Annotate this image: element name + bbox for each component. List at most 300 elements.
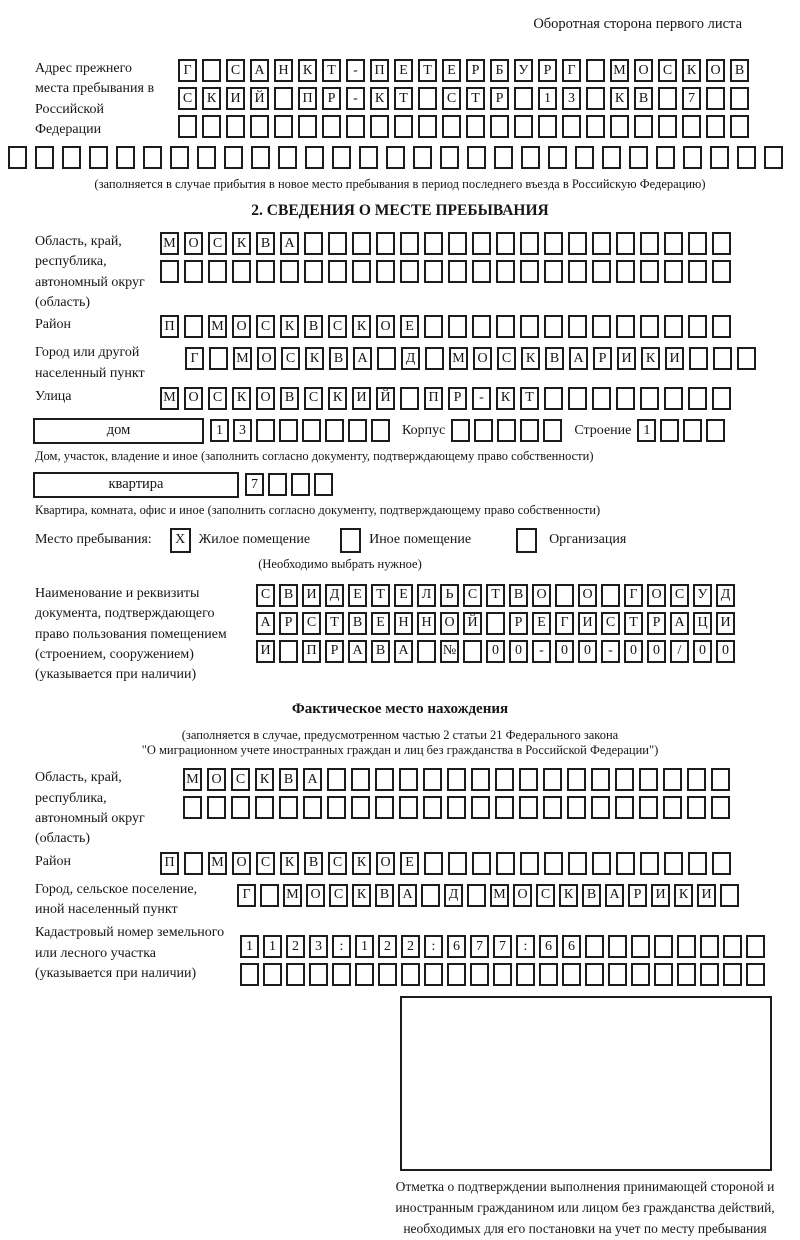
char-box[interactable] [421,884,440,907]
char-box[interactable]: А [398,884,417,907]
char-box[interactable] [586,59,605,82]
char-box[interactable]: М [610,59,629,82]
char-box[interactable] [178,115,197,138]
char-box[interactable]: И [716,612,735,635]
char-box[interactable] [567,796,586,819]
char-box[interactable] [656,146,675,169]
char-box[interactable] [592,387,611,410]
char-box[interactable] [424,315,443,338]
char-box[interactable]: Р [279,612,298,635]
char-box[interactable] [664,387,683,410]
char-box[interactable]: С [231,768,250,791]
char-box[interactable] [634,115,653,138]
char-box[interactable]: - [346,87,365,110]
char-box[interactable] [592,315,611,338]
char-box[interactable] [514,115,533,138]
char-box[interactable]: М [490,884,509,907]
char-box[interactable]: А [280,232,299,255]
char-box[interactable]: К [298,59,317,82]
char-box[interactable] [208,260,227,283]
char-box[interactable] [520,232,539,255]
char-box[interactable] [543,419,562,442]
char-box[interactable] [376,260,395,283]
char-box[interactable] [327,796,346,819]
char-box[interactable] [688,260,707,283]
char-box[interactable]: Н [394,612,413,635]
char-box[interactable] [280,260,299,283]
char-box[interactable] [399,796,418,819]
char-box[interactable] [322,115,341,138]
char-box[interactable] [601,584,620,607]
char-box[interactable]: О [647,584,666,607]
char-box[interactable]: С [281,347,300,370]
char-box[interactable]: 0 [578,640,597,663]
char-box[interactable] [371,419,390,442]
char-box[interactable] [325,419,344,442]
char-box[interactable]: Л [417,584,436,607]
char-box[interactable]: М [183,768,202,791]
char-box[interactable] [400,232,419,255]
char-box[interactable]: 0 [486,640,505,663]
char-box[interactable] [240,963,259,986]
char-box[interactable] [683,419,702,442]
char-box[interactable]: : [516,935,535,958]
char-box[interactable] [352,260,371,283]
char-box[interactable]: С [536,884,555,907]
char-box[interactable]: Г [562,59,581,82]
char-box[interactable]: А [353,347,372,370]
char-box[interactable] [355,963,374,986]
char-box[interactable] [520,315,539,338]
char-box[interactable]: С [601,612,620,635]
char-box[interactable] [448,852,467,875]
char-box[interactable]: Е [394,584,413,607]
char-box[interactable] [279,419,298,442]
char-box[interactable] [394,115,413,138]
char-box[interactable]: Ц [693,612,712,635]
char-box[interactable] [303,796,322,819]
char-box[interactable]: 2 [401,935,420,958]
char-box[interactable]: Р [325,640,344,663]
char-box[interactable] [256,260,275,283]
char-box[interactable] [664,315,683,338]
char-box[interactable]: С [302,612,321,635]
char-box[interactable] [424,963,443,986]
char-box[interactable]: О [232,852,251,875]
char-box[interactable] [471,796,490,819]
char-box[interactable]: Н [274,59,293,82]
char-box[interactable]: О [578,584,597,607]
char-box[interactable] [327,768,346,791]
char-box[interactable] [730,87,749,110]
char-box[interactable]: 0 [716,640,735,663]
char-box[interactable]: 6 [562,935,581,958]
char-box[interactable] [424,260,443,283]
char-box[interactable] [730,115,749,138]
char-box[interactable] [35,146,54,169]
char-box[interactable] [706,115,725,138]
char-box[interactable] [448,315,467,338]
char-box[interactable]: Р [322,87,341,110]
char-box[interactable]: К [559,884,578,907]
char-box[interactable] [616,315,635,338]
char-box[interactable]: О [376,315,395,338]
char-box[interactable]: Р [509,612,528,635]
char-box[interactable]: М [233,347,252,370]
char-box[interactable]: И [697,884,716,907]
char-box[interactable]: А [569,347,588,370]
char-box[interactable] [472,852,491,875]
char-box[interactable]: 1 [355,935,374,958]
char-box[interactable] [447,768,466,791]
char-box[interactable]: О [232,315,251,338]
char-box[interactable] [660,419,679,442]
char-box[interactable]: Е [442,59,461,82]
char-box[interactable] [494,146,513,169]
char-box[interactable]: 2 [286,935,305,958]
char-box[interactable]: 7 [245,473,264,496]
char-box[interactable] [263,963,282,986]
char-box[interactable]: И [665,347,684,370]
char-box[interactable] [586,115,605,138]
char-box[interactable] [423,768,442,791]
char-box[interactable]: С [463,584,482,607]
char-box[interactable] [746,963,765,986]
char-box[interactable] [451,419,470,442]
checkbox-other-premises[interactable] [340,528,361,553]
char-box[interactable]: С [304,387,323,410]
char-box[interactable]: Т [520,387,539,410]
char-box[interactable] [490,115,509,138]
char-box[interactable] [615,796,634,819]
char-box[interactable] [585,963,604,986]
char-box[interactable]: В [304,315,323,338]
char-box[interactable]: Й [376,387,395,410]
char-box[interactable]: Й [250,87,269,110]
char-box[interactable] [143,146,162,169]
char-box[interactable]: 0 [509,640,528,663]
char-box[interactable] [62,146,81,169]
char-box[interactable] [472,260,491,283]
char-box[interactable] [711,768,730,791]
char-box[interactable]: К [255,768,274,791]
char-box[interactable] [496,315,515,338]
char-box[interactable] [544,315,563,338]
char-box[interactable] [401,963,420,986]
char-box[interactable] [520,852,539,875]
char-box[interactable]: М [160,232,179,255]
char-box[interactable] [723,963,742,986]
char-box[interactable] [539,963,558,986]
char-box[interactable]: П [424,387,443,410]
char-box[interactable] [170,146,189,169]
char-box[interactable]: А [605,884,624,907]
char-box[interactable]: Е [348,584,367,607]
char-box[interactable] [592,852,611,875]
char-box[interactable]: Д [401,347,420,370]
char-box[interactable]: А [256,612,275,635]
char-box[interactable]: Р [647,612,666,635]
char-box[interactable] [399,768,418,791]
char-box[interactable] [418,115,437,138]
char-box[interactable] [712,232,731,255]
char-box[interactable]: 3 [562,87,581,110]
char-box[interactable] [183,796,202,819]
char-box[interactable] [497,419,516,442]
char-box[interactable]: 7 [470,935,489,958]
char-box[interactable] [250,115,269,138]
char-box[interactable] [586,87,605,110]
char-box[interactable]: О [306,884,325,907]
char-box[interactable] [328,260,347,283]
char-box[interactable] [639,768,658,791]
char-box[interactable]: А [303,768,322,791]
char-box[interactable] [516,963,535,986]
char-box[interactable] [202,59,221,82]
char-box[interactable]: Т [371,584,390,607]
char-box[interactable] [232,260,251,283]
char-box[interactable]: О [257,347,276,370]
char-box[interactable] [700,935,719,958]
char-box[interactable] [677,963,696,986]
char-box[interactable]: О [256,387,275,410]
char-box[interactable]: 6 [447,935,466,958]
char-box[interactable] [474,419,493,442]
char-box[interactable]: 0 [555,640,574,663]
char-box[interactable]: О [513,884,532,907]
char-box[interactable] [328,232,347,255]
char-box[interactable] [688,315,707,338]
char-box[interactable]: 0 [647,640,666,663]
char-box[interactable] [687,768,706,791]
char-box[interactable]: Д [716,584,735,607]
char-box[interactable] [413,146,432,169]
char-box[interactable] [602,146,621,169]
char-box[interactable]: В [545,347,564,370]
char-box[interactable] [585,935,604,958]
char-box[interactable]: 1 [210,419,229,442]
char-box[interactable] [278,146,297,169]
char-box[interactable]: С [256,315,275,338]
char-box[interactable] [700,963,719,986]
char-box[interactable]: 1 [263,935,282,958]
char-box[interactable]: С [329,884,348,907]
char-box[interactable]: О [184,387,203,410]
char-box[interactable] [496,232,515,255]
char-box[interactable]: С [178,87,197,110]
char-box[interactable]: М [208,315,227,338]
char-box[interactable]: О [207,768,226,791]
char-box[interactable]: Е [400,315,419,338]
char-box[interactable] [291,473,310,496]
char-box[interactable]: К [202,87,221,110]
char-box[interactable] [332,146,351,169]
char-box[interactable] [386,146,405,169]
char-box[interactable]: А [250,59,269,82]
char-box[interactable]: Д [325,584,344,607]
char-box[interactable] [423,796,442,819]
char-box[interactable]: О [376,852,395,875]
char-box[interactable]: В [329,347,348,370]
char-box[interactable] [256,419,275,442]
char-box[interactable]: - [532,640,551,663]
char-box[interactable] [592,232,611,255]
char-box[interactable]: П [160,852,179,875]
char-box[interactable] [495,768,514,791]
char-box[interactable]: У [693,584,712,607]
char-box[interactable] [568,260,587,283]
char-box[interactable]: О [440,612,459,635]
char-box[interactable] [544,852,563,875]
char-box[interactable]: К [521,347,540,370]
char-box[interactable]: Р [593,347,612,370]
char-box[interactable] [425,347,444,370]
char-box[interactable]: Т [466,87,485,110]
char-box[interactable] [184,852,203,875]
char-box[interactable] [712,315,731,338]
char-box[interactable]: В [348,612,367,635]
char-box[interactable] [116,146,135,169]
char-box[interactable]: Т [624,612,643,635]
char-box[interactable]: В [279,584,298,607]
char-box[interactable] [616,232,635,255]
char-box[interactable] [706,419,725,442]
char-box[interactable] [688,387,707,410]
char-box[interactable]: - [472,387,491,410]
char-box[interactable]: Т [394,87,413,110]
char-box[interactable] [332,963,351,986]
char-box[interactable] [472,315,491,338]
char-box[interactable] [467,884,486,907]
char-box[interactable]: Г [624,584,643,607]
char-box[interactable]: Р [538,59,557,82]
char-box[interactable] [375,796,394,819]
char-box[interactable]: О [532,584,551,607]
char-box[interactable]: С [658,59,677,82]
char-box[interactable] [418,87,437,110]
char-box[interactable]: С [670,584,689,607]
char-box[interactable] [376,232,395,255]
char-box[interactable] [723,935,742,958]
char-box[interactable]: - [346,59,365,82]
char-box[interactable]: Д [444,884,463,907]
char-box[interactable] [496,260,515,283]
char-box[interactable]: В [371,640,390,663]
char-box[interactable]: Т [322,59,341,82]
char-box[interactable] [89,146,108,169]
char-box[interactable] [688,232,707,255]
char-box[interactable] [677,935,696,958]
char-box[interactable] [640,387,659,410]
char-box[interactable]: Р [448,387,467,410]
char-box[interactable]: М [449,347,468,370]
char-box[interactable] [712,852,731,875]
char-box[interactable]: И [578,612,597,635]
char-box[interactable] [544,260,563,283]
char-box[interactable]: 0 [693,640,712,663]
char-box[interactable]: С [208,387,227,410]
char-box[interactable] [664,232,683,255]
char-box[interactable] [658,87,677,110]
char-box[interactable]: № [440,640,459,663]
char-box[interactable] [639,796,658,819]
char-box[interactable] [562,115,581,138]
char-box[interactable]: К [370,87,389,110]
char-box[interactable] [224,146,243,169]
char-box[interactable] [712,387,731,410]
char-box[interactable]: С [256,852,275,875]
char-box[interactable]: П [160,315,179,338]
char-box[interactable]: Ь [440,584,459,607]
char-box[interactable] [375,768,394,791]
char-box[interactable]: 1 [240,935,259,958]
char-box[interactable]: О [473,347,492,370]
char-box[interactable] [251,146,270,169]
char-box[interactable] [274,115,293,138]
char-box[interactable]: С [328,852,347,875]
char-box[interactable]: 7 [493,935,512,958]
char-box[interactable] [470,963,489,986]
char-box[interactable] [682,115,701,138]
char-box[interactable] [608,935,627,958]
char-box[interactable] [737,347,756,370]
char-box[interactable]: И [617,347,636,370]
char-box[interactable]: Е [371,612,390,635]
char-box[interactable] [260,884,279,907]
char-box[interactable] [314,473,333,496]
char-box[interactable] [377,347,396,370]
char-box[interactable] [629,146,648,169]
char-box[interactable]: 1 [538,87,557,110]
char-box[interactable] [654,935,673,958]
char-box[interactable]: Б [490,59,509,82]
char-box[interactable] [279,640,298,663]
char-box[interactable]: Н [417,612,436,635]
char-box[interactable]: Й [463,612,482,635]
char-box[interactable] [519,796,538,819]
char-box[interactable] [202,115,221,138]
char-box[interactable] [305,146,324,169]
char-box[interactable] [255,796,274,819]
char-box[interactable] [400,260,419,283]
char-box[interactable]: О [634,59,653,82]
char-box[interactable] [658,115,677,138]
char-box[interactable]: Г [185,347,204,370]
char-box[interactable]: И [256,640,275,663]
char-box[interactable]: Е [400,852,419,875]
char-box[interactable] [520,260,539,283]
char-box[interactable]: К [280,315,299,338]
char-box[interactable] [8,146,27,169]
char-box[interactable] [610,115,629,138]
char-box[interactable] [440,146,459,169]
char-box[interactable]: 7 [682,87,701,110]
char-box[interactable] [592,260,611,283]
char-box[interactable] [286,963,305,986]
char-box[interactable]: В [256,232,275,255]
char-box[interactable] [231,796,250,819]
char-box[interactable] [304,260,323,283]
char-box[interactable]: В [279,768,298,791]
char-box[interactable] [184,315,203,338]
char-box[interactable] [471,768,490,791]
char-box[interactable]: В [509,584,528,607]
char-box[interactable] [543,768,562,791]
char-box[interactable] [274,87,293,110]
char-box[interactable] [591,768,610,791]
char-box[interactable]: 1 [637,419,656,442]
char-box[interactable] [351,768,370,791]
